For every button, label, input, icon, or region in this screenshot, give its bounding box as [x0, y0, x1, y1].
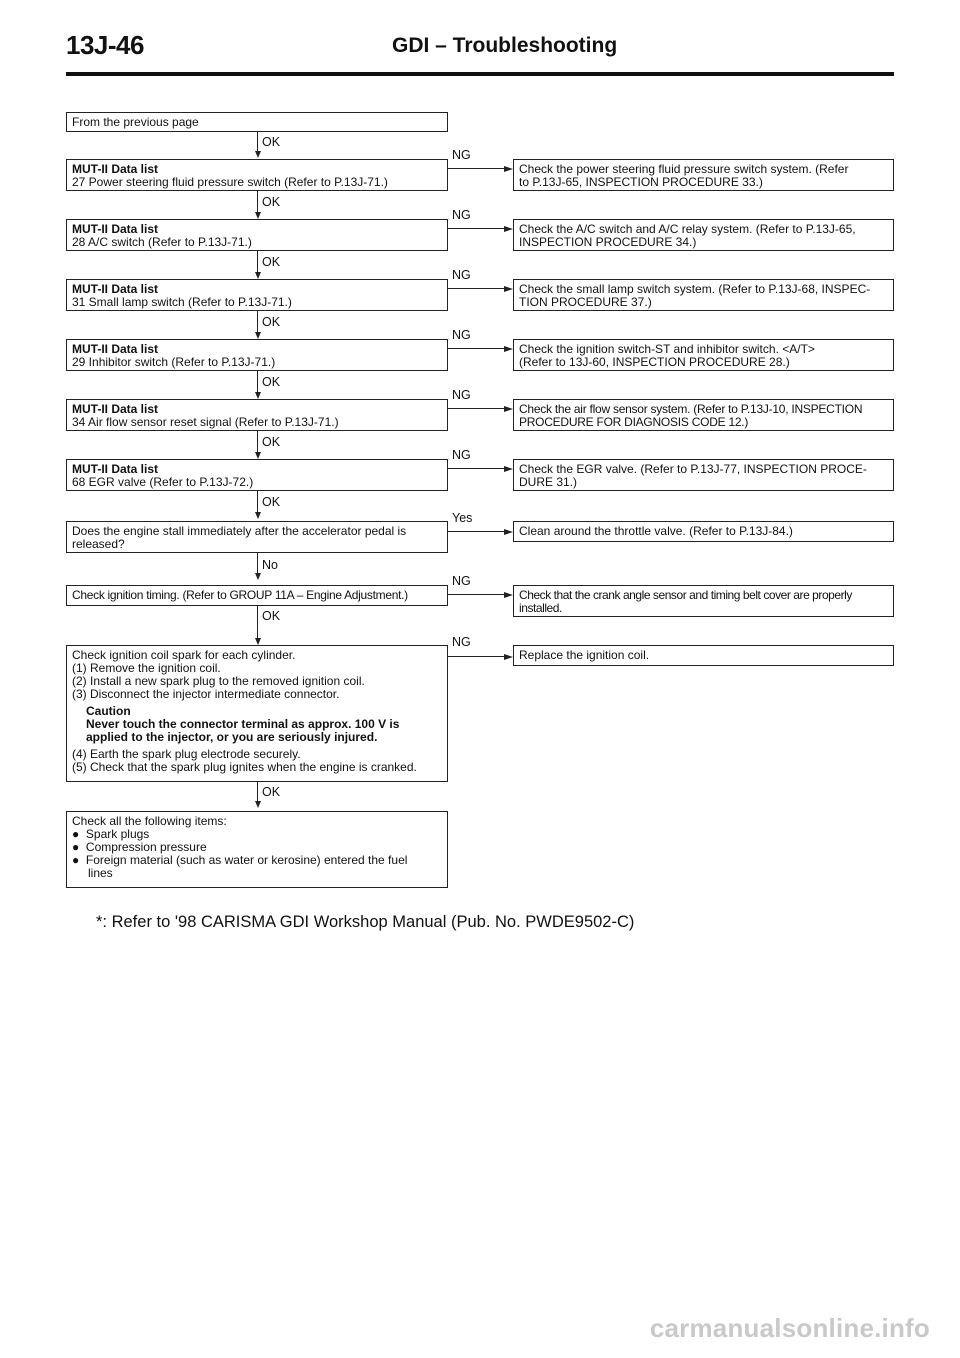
flow-connector	[257, 606, 258, 639]
action-text: Check the power steering fluid pressure switch system. (Refer	[519, 162, 849, 176]
check-detail: 27 Power steering fluid pressure switch (Refer to P.13J-71.)	[72, 175, 388, 189]
action-text: Clean around the throttle valve. (Refer to P.13J-84.)	[519, 524, 793, 538]
ok-label: OK	[262, 435, 281, 449]
check-title: MUT-II Data list	[72, 342, 159, 356]
action-text: installed.	[519, 601, 562, 615]
action-box-replace-coil	[513, 645, 894, 666]
action-text: Check the ignition switch-ST and inhibitor switch. <A/T>	[519, 342, 815, 356]
action-box-air-flow-sensor	[513, 399, 894, 431]
no-label: No	[262, 558, 278, 572]
yes-label: Yes	[452, 511, 473, 525]
action-box-inhibitor-switch	[513, 339, 894, 371]
yes-connector	[448, 531, 505, 532]
arrow-right-icon	[504, 166, 513, 172]
arrow-right-icon	[504, 592, 513, 598]
action-text: Check the small lamp switch system. (Refer to P.13J-68, INSPEC-	[519, 282, 871, 296]
question-text: Does the engine stall immediately after the accelerator pedal is	[72, 524, 407, 538]
ng-label: NG	[452, 388, 471, 402]
ng-connector	[448, 656, 505, 657]
ok-label: OK	[262, 785, 281, 799]
arrow-down-icon	[255, 272, 261, 279]
check-detail: 34 Air flow sensor reset signal (Refer to P.13J-71.)	[72, 415, 339, 429]
check-box-final-items	[66, 811, 448, 888]
flow-connector	[257, 191, 258, 213]
ng-connector	[448, 468, 505, 469]
arrow-down-icon	[255, 512, 261, 519]
procedure-line: (3) Disconnect the injector intermediate connector.	[72, 687, 340, 701]
procedure-line: Check ignition coil spark for each cylinder.	[72, 648, 296, 662]
ng-connector	[448, 594, 505, 595]
ok-label: OK	[262, 315, 281, 329]
action-text: Replace the ignition coil.	[519, 648, 650, 662]
arrow-right-icon	[504, 286, 513, 292]
start-box	[66, 112, 448, 132]
action-box-crank-angle-sensor	[513, 585, 894, 617]
check-detail: 68 EGR valve (Refer to P.13J-72.)	[72, 475, 254, 489]
final-title: Check all the following items:	[72, 814, 227, 828]
ng-label: NG	[452, 328, 471, 342]
procedure-line: (5) Check that the spark plug ignites when the engine is cranked.	[72, 760, 417, 774]
action-text: Check the A/C switch and A/C relay system. (Refer to P.13J-65,	[519, 222, 856, 236]
action-text: Check the EGR valve. (Refer to P.13J-77, INSPECTION PROCE-	[519, 462, 867, 476]
check-detail: 29 Inhibitor switch (Refer to P.13J-71.)	[72, 355, 276, 369]
ok-label: OK	[262, 195, 281, 209]
ng-connector	[448, 288, 505, 289]
arrow-down-icon	[255, 573, 261, 580]
check-title: MUT-II Data list	[72, 462, 159, 476]
flow-connector	[257, 782, 258, 802]
footnote: *: Refer to '98 CARISMA GDI Workshop Manual (Pub. No. PWDE9502-C)	[96, 913, 635, 931]
final-item-continuation: lines	[88, 866, 113, 880]
ng-label: NG	[452, 574, 471, 588]
ng-label: NG	[452, 148, 471, 162]
flow-connector	[257, 132, 258, 152]
caution-title: Caution	[86, 704, 131, 718]
check-detail: 31 Small lamp switch (Refer to P.13J-71.)	[72, 295, 292, 309]
procedure-line: (2) Install a new spark plug to the removed ignition coil.	[72, 674, 365, 688]
flow-connector	[257, 251, 258, 273]
ok-label: OK	[262, 609, 281, 623]
check-box-egr-valve	[66, 459, 448, 491]
arrow-right-icon	[504, 654, 513, 660]
arrow-down-icon	[255, 452, 261, 459]
question-text: released?	[72, 537, 125, 551]
check-box-air-flow-sensor	[66, 399, 448, 431]
procedure-line: (1) Remove the ignition coil.	[72, 661, 221, 675]
arrow-down-icon	[255, 392, 261, 399]
arrow-down-icon	[255, 332, 261, 339]
action-box-egr-valve	[513, 459, 894, 491]
arrow-right-icon	[504, 466, 513, 472]
check-box-ignition-coil	[66, 645, 448, 782]
action-box-power-steering	[513, 159, 894, 191]
ok-label: OK	[262, 495, 281, 509]
final-item: ● Foreign material (such as water or kerosine) entered the fuel	[72, 853, 408, 867]
action-text: (Refer to 13J-60, INSPECTION PROCEDURE 28.)	[519, 355, 790, 369]
ng-connector	[448, 408, 505, 409]
arrow-right-icon	[504, 529, 513, 535]
header-rule	[66, 72, 894, 76]
final-item: ● Spark plugs	[72, 827, 150, 841]
arrow-down-icon	[255, 638, 261, 645]
arrow-right-icon	[504, 346, 513, 352]
ok-label: OK	[262, 375, 281, 389]
action-text: DURE 31.)	[519, 475, 578, 489]
ng-label: NG	[452, 635, 471, 649]
procedure-line: (4) Earth the spark plug electrode securely.	[72, 747, 301, 761]
arrow-right-icon	[504, 226, 513, 232]
arrow-right-icon	[504, 406, 513, 412]
bullet-icon: ●	[72, 827, 86, 841]
action-box-ac-switch	[513, 219, 894, 251]
action-text: INSPECTION PROCEDURE 34.)	[519, 235, 697, 249]
action-text: to P.13J-65, INSPECTION PROCEDURE 33.)	[519, 175, 763, 189]
arrow-down-icon	[255, 151, 261, 158]
ng-connector	[448, 348, 505, 349]
start-box-text: From the previous page	[72, 115, 199, 129]
final-item: ● Compression pressure	[72, 840, 207, 854]
check-title: MUT-II Data list	[72, 402, 159, 416]
check-title: MUT-II Data list	[72, 282, 159, 296]
flow-connector	[257, 491, 258, 513]
caution-text: applied to the injector, or you are seriously injured.	[86, 730, 378, 744]
action-text: Check the air flow sensor system. (Refer to P.13J-10, INSPECTION	[519, 402, 863, 416]
arrow-down-icon	[255, 212, 261, 219]
check-title: MUT-II Data list	[72, 162, 159, 176]
flow-connector	[257, 371, 258, 393]
check-detail: 28 A/C switch (Refer to P.13J-71.)	[72, 235, 252, 249]
caution-text: Never touch the connector terminal as approx. 100 V is	[86, 717, 400, 731]
check-box-small-lamp	[66, 279, 448, 311]
ng-label: NG	[452, 208, 471, 222]
action-text: Check that the crank angle sensor and timing belt cover are properly	[519, 588, 852, 602]
ok-label: OK	[262, 135, 281, 149]
ng-connector	[448, 228, 505, 229]
action-text: PROCEDURE FOR DIAGNOSIS CODE 12.)	[519, 415, 749, 429]
ng-label: NG	[452, 268, 471, 282]
ng-connector	[448, 168, 505, 169]
page-title: GDI – Troubleshooting	[392, 34, 618, 57]
check-box-ignition-timing	[66, 585, 448, 606]
question-box-engine-stall	[66, 521, 448, 553]
action-box-small-lamp	[513, 279, 894, 311]
bullet-icon: ●	[72, 840, 86, 854]
ok-label: OK	[262, 255, 281, 269]
check-box-power-steering	[66, 159, 448, 191]
action-box-throttle-valve	[513, 521, 894, 542]
check-title: MUT-II Data list	[72, 222, 159, 236]
flow-connector	[257, 553, 258, 574]
watermark: carmanualsonline.info	[649, 1313, 930, 1343]
check-box-ac-switch	[66, 219, 448, 251]
action-text: TION PROCEDURE 37.)	[519, 295, 652, 309]
arrow-down-icon	[255, 801, 261, 808]
flow-connector	[257, 431, 258, 453]
check-box-inhibitor-switch	[66, 339, 448, 371]
bullet-icon: ●	[72, 853, 86, 867]
flow-connector	[257, 311, 258, 333]
ng-label: NG	[452, 448, 471, 462]
page-number: 13J-46	[66, 30, 144, 60]
check-detail: Check ignition timing. (Refer to GROUP 11A – Engine Adjustment.)	[72, 588, 408, 602]
